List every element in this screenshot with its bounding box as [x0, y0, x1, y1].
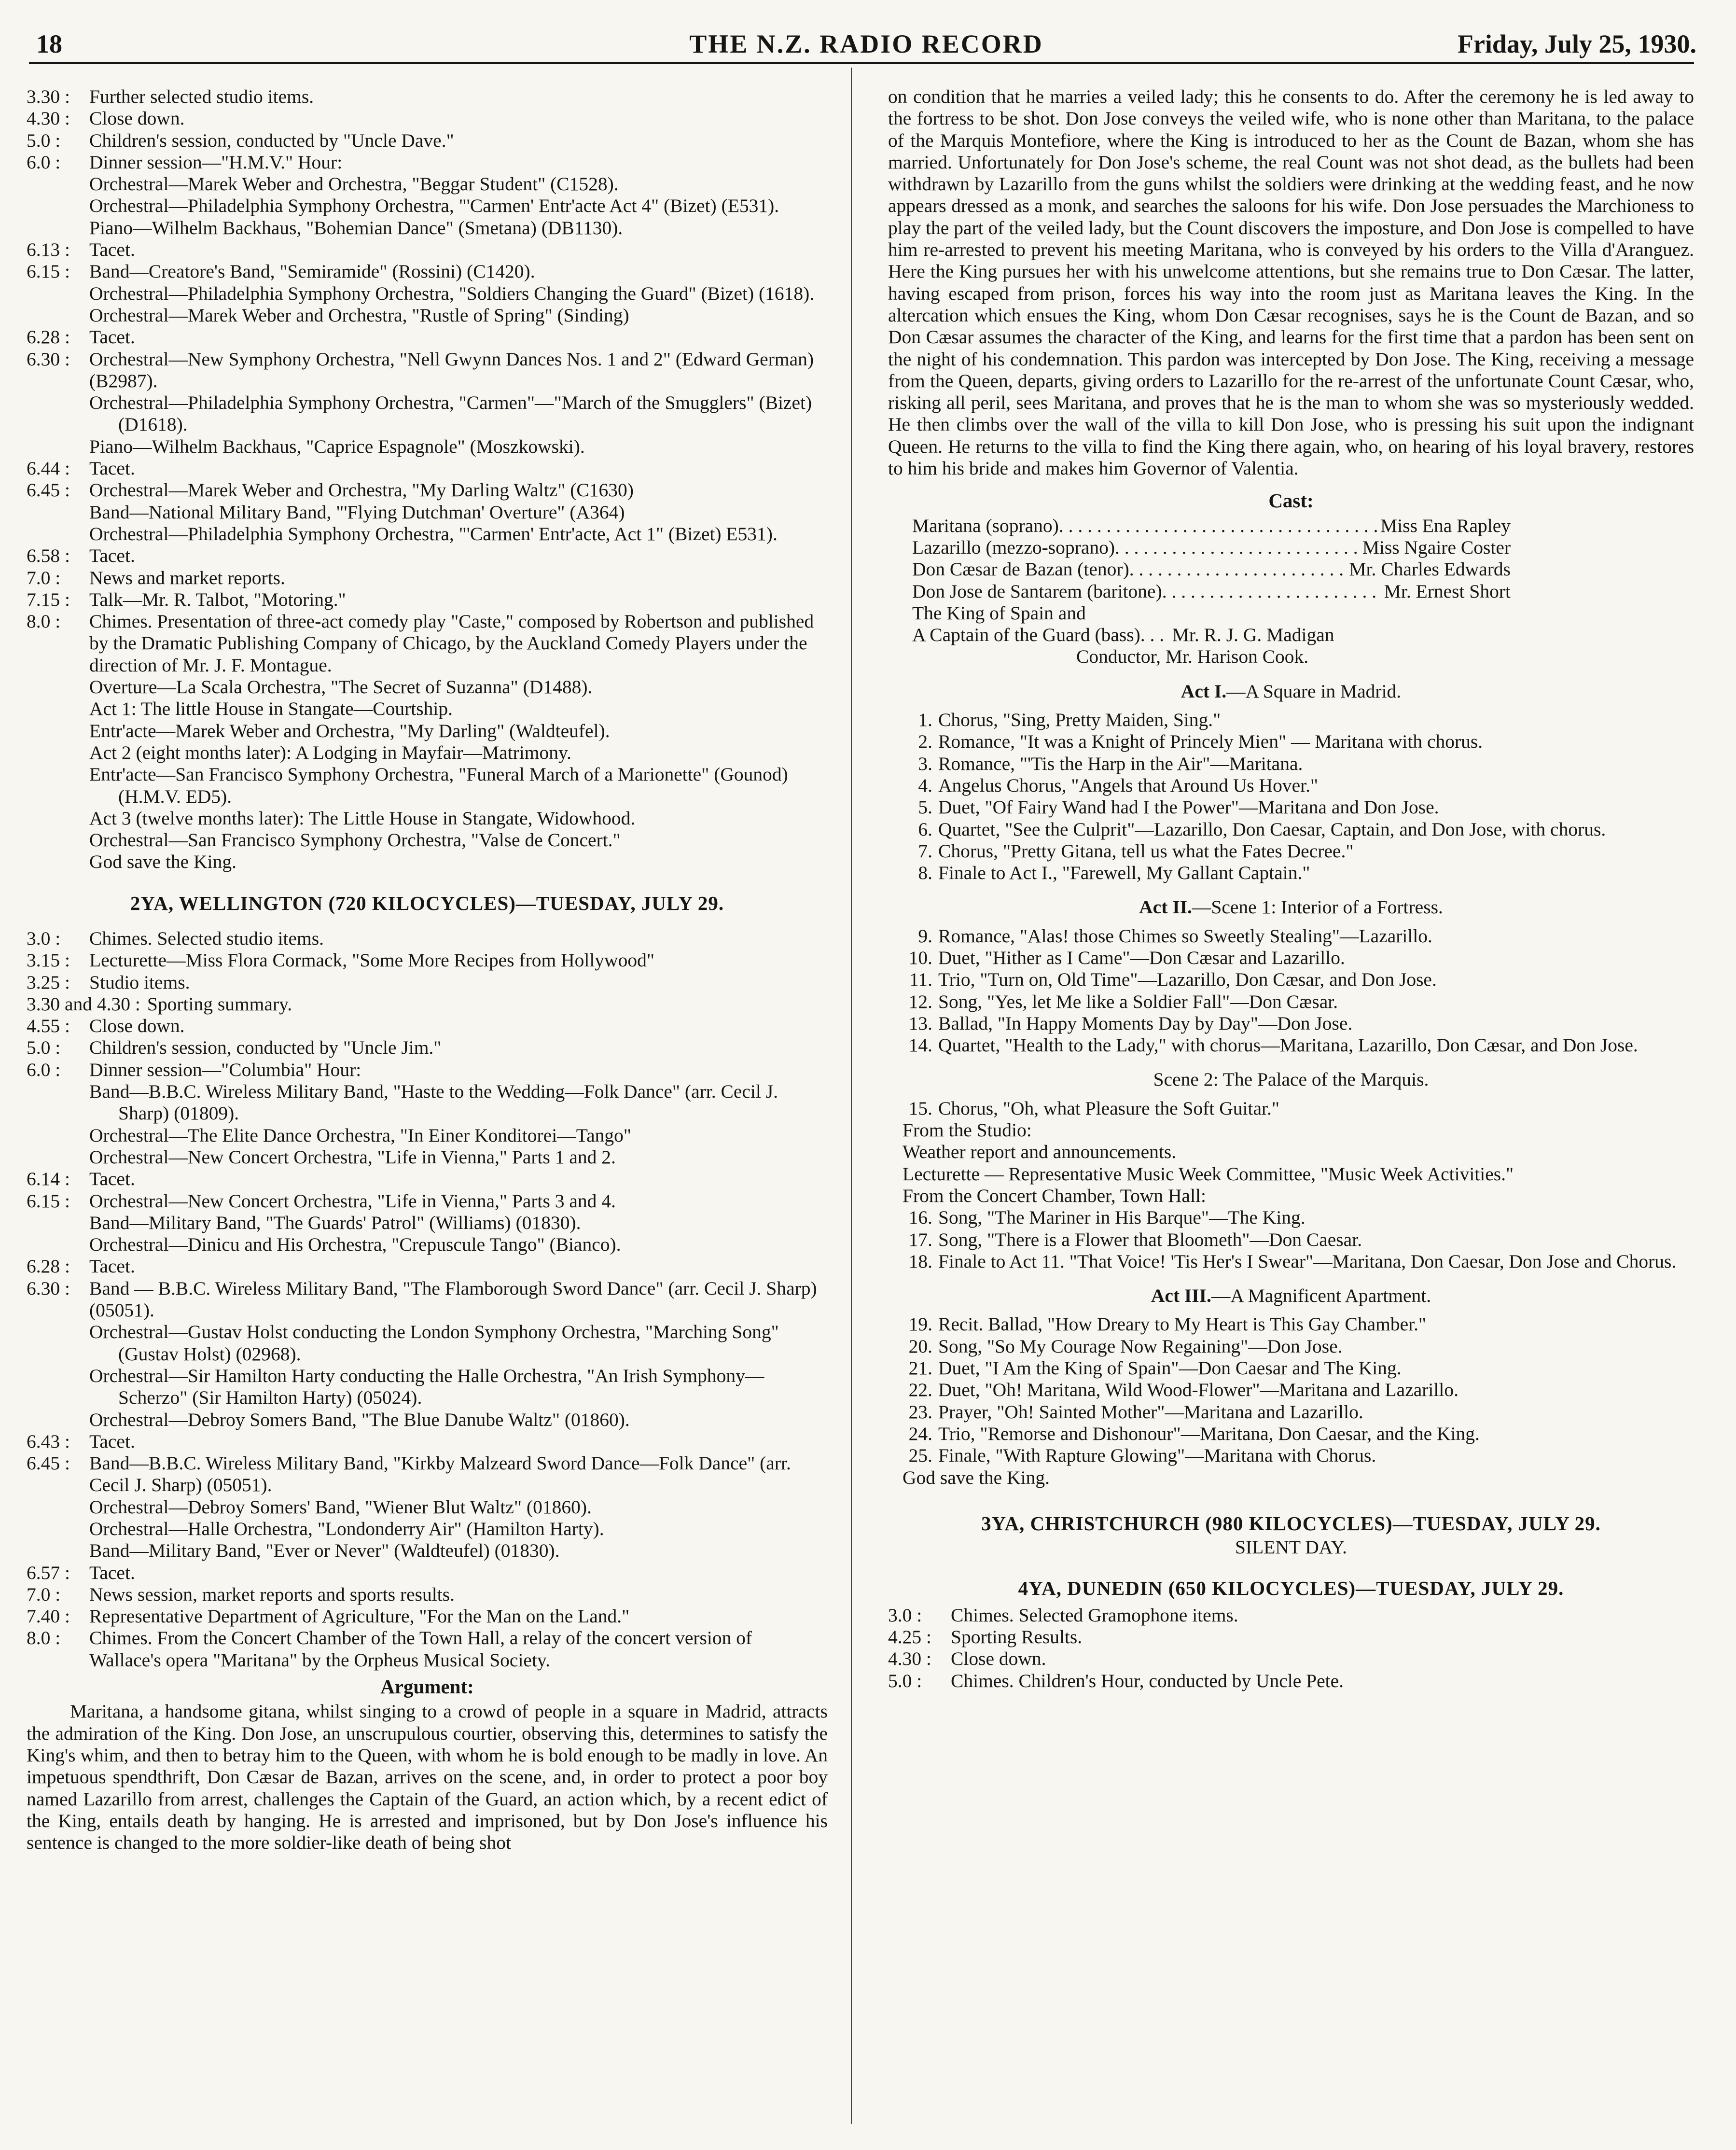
numbered-item — [888, 862, 1694, 884]
numbered-item — [888, 1229, 1694, 1251]
item-number: 24. — [908, 1423, 932, 1444]
cast-actor: Miss Ena Rapley — [1380, 515, 1511, 536]
schedule-description: Tacet. — [89, 239, 135, 261]
item-description: Duet, "I Am the King of Spain"—Don Caesar and The King. — [938, 1357, 1402, 1379]
masthead — [36, 25, 1696, 64]
item-number: 5. — [918, 796, 932, 818]
numbered-item — [888, 1098, 1694, 1119]
schedule-entry — [27, 1278, 828, 1322]
publication-title: THE N.Z. RADIO RECORD — [689, 29, 1043, 58]
schedule-description: Chimes. Selected Gramophone items. — [951, 1604, 1238, 1626]
cast-role: Don Cæsar de Bazan (tenor) — [912, 558, 1129, 580]
issue-date: Friday, July 25, 1930. — [1457, 29, 1696, 58]
schedule-subs-2 — [27, 283, 828, 327]
schedule-description: Band — B.B.C. Wireless Military Band, "The Flamborough Sword Dance" (arr. Cecil J. Sharp) (05051). — [89, 1277, 817, 1321]
cast-heading: Cast: — [1268, 489, 1314, 512]
act-1-heading — [888, 681, 1694, 702]
numbered-item — [888, 969, 1694, 991]
schedule-time: 5.0 : — [27, 129, 61, 151]
item-description: Quartet, "Health to the Lady," with chorus—Maritana, Lazarillo, Don Cæsar, and Don Jose. — [938, 1034, 1638, 1056]
right-column — [888, 86, 1694, 2133]
programme-item: Orchestral—Gustav Holst conducting the London Symphony Orchestra, "Marching Song" (Gustav Holst) (02968). — [89, 1321, 779, 1365]
numbered-item — [888, 775, 1694, 796]
programme-item: Orchestral—The Elite Dance Orchestra, "In Einer Konditorei—Tango" — [89, 1124, 631, 1146]
schedule-entry — [27, 1562, 828, 1584]
schedule-time: 5.0 : — [27, 1037, 61, 1059]
schedule-description: Band—B.B.C. Wireless Military Band, "Kirkby Malzeard Sword Dance—Folk Dance" (arr. Cecil J. Sharp) (05051). — [89, 1452, 791, 1496]
cast-actor: Mr. R. J. G. Madigan — [1172, 624, 1334, 646]
programme-item: Band—Military Band, "Ever or Never" (Waldteufel) (01830). — [89, 1540, 560, 1562]
argument-text: Maritana, a handsome gitana, whilst singing to a crowd of people in a square in Madrid, attracts the admiration of the King. Don Jose, an unscrupulous courtier, observing this, determines to satisfy the King's whim, and then to betray him to the Queen, with whom he is bold enough to be madly in love. An impetuous spendthrift, Don Cæsar de Bazan, arrives on the scene, and, in order to protect a poor boy named Lazarillo from arrest, challenges the Captain of the Guard, an action which, by a recent edict of the King, entails death by hanging. He is arrested and imprisoned, but by Don Jose's influence his sentence is changed to the more soldier-like death of being shot — [27, 1701, 828, 1854]
item-description: Chorus, "Oh, what Pleasure the Soft Guitar." — [938, 1097, 1279, 1119]
schedule-entry — [888, 1605, 1694, 1626]
item-description: Finale, "With Rapture Glowing"—Maritana with Chorus. — [938, 1445, 1376, 1466]
item-description: Song, "Yes, let Me like a Soldier Fall"—Don Cæsar. — [938, 991, 1338, 1012]
studio-line: From the Concert Chamber, Town Hall: — [903, 1185, 1207, 1206]
numbered-item — [888, 731, 1694, 753]
schedule-time: 3.25 : — [27, 971, 70, 993]
item-number: 19. — [908, 1313, 932, 1335]
schedule-description: Children's session, conducted by "Uncle Jim." — [89, 1037, 442, 1059]
schedule-block-5 — [27, 545, 828, 676]
programme-item: Orchestral—Debroy Somers Band, "The Blue Danube Waltz" (01860). — [89, 1409, 630, 1430]
wellington-block-3 — [27, 1256, 828, 1321]
item-description: Song, "So My Courage Now Regaining"—Don Jose. — [938, 1335, 1343, 1357]
schedule-time: 8.0 : — [27, 611, 61, 632]
schedule-description: Tacet. — [89, 1430, 135, 1452]
cast-actor: Mr. Charles Edwards — [1349, 558, 1511, 580]
schedule-entry — [27, 108, 828, 129]
cast-rows — [912, 515, 1511, 602]
act-label: Act III. — [1151, 1285, 1211, 1307]
schedule-time: 6.45 : — [27, 479, 70, 501]
cast-row-captain — [912, 624, 1694, 646]
schedule-description: Tacet. — [89, 458, 135, 479]
act-title: —A Square in Madrid. — [1226, 680, 1402, 702]
schedule-description: Tacet. — [89, 1168, 135, 1190]
schedule-entry — [27, 993, 828, 1015]
programme-item: Orchestral—Philadelphia Symphony Orchestra, "'Carmen' Entr'acte, Act 1" (Bizet) E531). — [89, 523, 778, 544]
numbered-item — [888, 1251, 1694, 1272]
schedule-time: 5.0 : — [888, 1670, 922, 1691]
numbered-item — [888, 1336, 1694, 1357]
cast-row — [912, 515, 1511, 537]
cast-row — [912, 558, 1511, 580]
schedule-entry — [27, 261, 828, 282]
numbered-item — [888, 1034, 1694, 1056]
schedule-description: Close down. — [89, 1015, 185, 1037]
item-description: Duet, "Of Fairy Wand had I the Power"—Maritana and Don Jose. — [938, 796, 1439, 818]
wellington-subs-1 — [27, 1081, 828, 1168]
act-title: —Scene 1: Interior of a Fortress. — [1192, 896, 1443, 918]
schedule-time: 6.13 : — [27, 239, 70, 261]
schedule-description: Talk—Mr. R. Talbot, "Motoring." — [89, 588, 346, 610]
schedule-description: Representative Department of Agriculture, "For the Man on the Land." — [89, 1606, 630, 1627]
schedule-description: News session, market reports and sports results. — [89, 1583, 455, 1605]
programme-item: Orchestral—Philadelphia Symphony Orchestra, "'Carmen' Entr'acte Act 4" (Bizet) (E531). — [89, 195, 779, 217]
schedule-entry — [27, 1452, 828, 1496]
act-title: —A Magnificent Apartment. — [1211, 1285, 1431, 1307]
schedule-description: Close down. — [951, 1648, 1046, 1670]
schedule-entry — [27, 239, 828, 261]
argument-heading: Argument: — [380, 1675, 474, 1698]
schedule-description: Lecturette—Miss Flora Cormack, "Some More Recipes from Hollywood" — [89, 949, 654, 971]
column-divider — [851, 68, 852, 2124]
schedule-time: 3.30 and 4.30 : — [27, 993, 140, 1015]
schedule-description: Orchestral—Marek Weber and Orchestra, "My Darling Waltz" (C1630) — [89, 479, 634, 501]
wellington-block-1 — [27, 928, 828, 1081]
item-description: Ballad, "In Happy Moments Day by Day"—Don Jose. — [938, 1012, 1353, 1034]
schedule-time: 3.0 : — [27, 927, 61, 949]
schedule-entry — [27, 1168, 828, 1190]
cast-role: Maritana (soprano) — [912, 515, 1059, 536]
cast-king-line: The King of Spain and — [912, 602, 1086, 624]
act-1-numbers — [888, 709, 1694, 884]
schedule-description: Further selected studio items. — [89, 86, 314, 107]
schedule-entry — [27, 1431, 828, 1452]
schedule-time: 4.25 : — [888, 1626, 931, 1647]
scene-2-numbers — [888, 1098, 1694, 1119]
schedule-time: 6.57 : — [27, 1562, 70, 1583]
schedule-description: Sporting Results. — [951, 1626, 1083, 1647]
schedule-time: 4.55 : — [27, 1015, 70, 1037]
cast-role: Lazarillo (mezzo-soprano) — [912, 536, 1115, 558]
schedule-description: Chimes. Presentation of three-act comedy play "Caste," composed by Robertson and published by the Dramatic Publishing Company of Chicago, by the Auckland Comedy Players under the direction of Mr. J. F. Montague. — [89, 611, 814, 676]
schedule-time: 7.40 : — [27, 1606, 70, 1627]
item-description: Duet, "Hither as I Came"—Don Cæsar and Lazarillo. — [938, 947, 1345, 968]
station-heading-4ya: 4YA, DUNEDIN (650 KILOCYCLES)—TUESDAY, JULY 29. — [1018, 1577, 1564, 1600]
schedule-time: 6.30 : — [27, 348, 70, 370]
schedule-description: Tacet. — [89, 1562, 135, 1583]
programme-item: Piano—Wilhelm Backhaus, "Caprice Espagnole" (Moszkowski). — [89, 435, 585, 457]
item-description: Duet, "Oh! Maritana, Wild Wood-Flower"—Maritana and Lazarillo. — [938, 1379, 1458, 1401]
schedule-description: Close down. — [89, 108, 185, 129]
studio-line: Lecturette — Representative Music Week Committee, "Music Week Activities." — [903, 1163, 1514, 1185]
schedule-entry — [888, 1626, 1694, 1648]
schedule-entry — [27, 1059, 828, 1081]
schedule-block-3 — [27, 326, 828, 392]
schedule-time: 6.28 : — [27, 326, 70, 348]
item-number: 20. — [908, 1335, 932, 1357]
schedule-description: Sporting summary. — [147, 993, 292, 1015]
leader-dots — [1115, 537, 1360, 558]
item-number: 2. — [918, 731, 932, 753]
numbered-item — [888, 925, 1694, 947]
schedule-entry — [27, 1190, 828, 1212]
schedule-entry — [27, 1256, 828, 1277]
programme-item: Act 3 (twelve months later): The Little House in Stangate, Widowhood. — [89, 807, 636, 829]
schedule-entry — [888, 1648, 1694, 1670]
programme-item: Band—National Military Band, "'Flying Dutchman' Overture" (A364) — [89, 501, 625, 523]
numbered-item — [888, 819, 1694, 840]
programme-item: Orchestral—Halle Orchestra, "Londonderry Air" (Hamilton Harty). — [89, 1518, 604, 1539]
leader-dots — [1140, 624, 1169, 646]
item-number: 22. — [908, 1379, 932, 1401]
item-description: Finale to Act 11. "That Voice! 'Tis Her's I Swear"—Maritana, Don Caesar, Don Jose and Chorus. — [938, 1250, 1677, 1272]
numbered-item — [888, 1207, 1694, 1229]
item-description: Recit. Ballad, "How Dreary to My Heart is This Gay Chamber." — [938, 1313, 1427, 1335]
schedule-time: 6.28 : — [27, 1256, 70, 1277]
wellington-subs-2 — [27, 1212, 828, 1256]
schedule-time: 6.15 : — [27, 261, 70, 282]
schedule-block-1 — [27, 86, 828, 173]
schedule-description: Dinner session—"Columbia" Hour: — [89, 1059, 361, 1080]
numbered-item — [888, 991, 1694, 1013]
programme-item: Piano—Wilhelm Backhaus, "Bohemian Dance" (Smetana) (DB1130). — [89, 217, 623, 238]
act-3-numbers — [888, 1313, 1694, 1466]
item-number: 10. — [908, 947, 932, 968]
schedule-time: 3.30 : — [27, 86, 70, 107]
item-description: Finale to Act I., "Farewell, My Gallant Captain." — [938, 862, 1310, 884]
item-description: Romance, "Alas! those Chimes so Sweetly Stealing"—Lazarillo. — [938, 925, 1432, 947]
leader-dots — [1162, 581, 1381, 602]
item-number: 8. — [918, 862, 932, 884]
item-number: 11. — [909, 969, 932, 991]
programme-item: Act 1: The little House in Stangate—Courtship. — [89, 698, 453, 720]
schedule-block-4 — [27, 458, 828, 502]
schedule-description: Orchestral—New Concert Orchestra, "Life in Vienna," Parts 3 and 4. — [89, 1190, 616, 1212]
item-number: 16. — [908, 1207, 932, 1229]
schedule-subs-3 — [27, 392, 828, 458]
schedule-entry — [27, 1037, 828, 1059]
act-2-heading — [888, 896, 1694, 918]
wellington-block-2 — [27, 1168, 828, 1212]
item-number: 4. — [918, 774, 932, 796]
schedule-time: 7.0 : — [27, 567, 61, 588]
schedule-entry — [27, 928, 828, 949]
item-number: 3. — [918, 753, 932, 774]
programme-item: Band—Military Band, "The Guards' Patrol" (Williams) (01830). — [89, 1212, 581, 1233]
studio-line: From the Studio: — [903, 1119, 1032, 1141]
programme-item: Orchestral—Marek Weber and Orchestra, "Beggar Student" (C1528). — [89, 173, 619, 195]
schedule-entry — [27, 86, 828, 108]
left-column — [27, 86, 828, 2133]
numbered-item — [888, 947, 1694, 969]
schedule-entry — [27, 972, 828, 993]
item-number: 17. — [908, 1229, 932, 1250]
schedule-description: Tacet. — [89, 326, 135, 348]
programme-item: Orchestral—Philadelphia Symphony Orchestra, "Soldiers Changing the Guard" (Bizet) (1618). — [89, 282, 815, 304]
item-number: 1. — [918, 709, 932, 731]
leader-dots — [1059, 515, 1377, 537]
item-description: Song, "The Mariner in His Barque"—The King. — [938, 1207, 1305, 1229]
numbered-item — [888, 1357, 1694, 1379]
programme-item: Orchestral—Dinicu and His Orchestra, "Crepuscule Tango" (Bianco). — [89, 1234, 621, 1256]
numbered-item — [888, 1313, 1694, 1335]
programme-item: Orchestral—New Concert Orchestra, "Life in Vienna," Parts 1 and 2. — [89, 1146, 616, 1168]
cast-role: Don Jose de Santarem (baritone) — [912, 580, 1162, 602]
schedule-subs-4 — [27, 502, 828, 545]
schedule-description: Tacet. — [89, 545, 135, 567]
studio-line: Weather report and announcements. — [903, 1141, 1177, 1163]
schedule-time: 8.0 : — [27, 1627, 61, 1649]
studio-lines — [888, 1119, 1694, 1207]
numbered-item — [888, 1013, 1694, 1034]
schedule-entry — [27, 349, 828, 392]
cast-actor: Mr. Ernest Short — [1384, 580, 1511, 602]
schedule-time: 3.15 : — [27, 949, 70, 971]
schedule-time: 4.30 : — [888, 1648, 931, 1670]
wellington-subs-3 — [27, 1321, 828, 1430]
numbered-item — [888, 753, 1694, 775]
item-description: Prayer, "Oh! Sainted Mother"—Maritana and Lazarillo. — [938, 1401, 1363, 1423]
schedule-time: 6.14 : — [27, 1168, 70, 1190]
item-number: 6. — [918, 818, 932, 840]
item-description: Romance, "It was a Knight of Princely Mien" — Maritana with chorus. — [938, 731, 1483, 753]
item-description: Trio, "Turn on, Old Time"—Lazarillo, Don Cæsar, and Don Jose. — [938, 969, 1437, 991]
masthead-rule — [29, 62, 1694, 64]
schedule-subs-1 — [27, 173, 828, 239]
wellington-subs-4 — [27, 1496, 828, 1562]
cast-actor: Miss Ngaire Coster — [1362, 536, 1511, 558]
schedule-description: Dinner session—"H.M.V." Hour: — [89, 151, 343, 173]
argument-continued: on condition that he marries a veiled lady; this he consents to do. After the ceremony he is led away to the fortress to be shot. Don Jose conveys the veiled wife, who is none other than Maritana, to the palace of the Marquis Montefiore, where the King is introduced to her as the Count de Bazan, whom she has married. Unfortunately for Don Jose's scheme, the real Count was not shot dead, as the bullets had been withdrawn by Lazarillo from the guns whilst the soldiers were drinking at the wedding feast, and he now appears dressed as a monk, and searches the saloons for his wife. Don Jose persuades the Marchioness to play the part of the veiled lady, but the Count discovers the imposture, and Don Jose is compelled to have him re-arrested to prevent his meeting Maritana, who is conveyed by his orders to the Villa d'Aranguez. Here the King pursues her with his unwelcome attentions, but she remains true to Don Cæsar. The latter, having escaped from prison, forces his way into the room just as Maritana leaves the King. In the altercation which ensues the King, whom Don Cæsar recognises, says he is the Count de Bazan, and so Don Cæsar assumes the character of the King, and learns for the first time that a pardon has been sent on the night of his condemnation. This pardon was intercepted by Don Jose. The King, receiving a message from the Queen, departs, giving orders to Lazarillo for the re-arrest of the unfortunate Count Cæsar, who, risking all peril, sees Maritana, and proves that he is the man to whom she was so mysteriously wedded. He then climbs over the wall of the villa to kill Don Jose, who is pressing his suit upon the indignant Queen. He returns to the villa to find the King there again, who, on hearing of his loyal bravery, restores to him his bride and makes him Governor of Valentia. — [888, 86, 1694, 479]
numbered-item — [888, 1445, 1694, 1466]
schedule-description: Chimes. Selected studio items. — [89, 927, 324, 949]
schedule-description: Orchestral—New Symphony Orchestra, "Nell Gwynn Dances Nos. 1 and 2" (Edward German) (B2987). — [89, 348, 814, 391]
item-description: Song, "There is a Flower that Bloometh"—Don Caesar. — [938, 1229, 1362, 1250]
god-save-the-king: God save the King. — [903, 1466, 1050, 1488]
schedule-description: Chimes. Children's Hour, conducted by Uncle Pete. — [951, 1670, 1344, 1691]
dunedin-block — [888, 1605, 1694, 1692]
cast-row — [912, 537, 1511, 558]
schedule-entry — [27, 567, 828, 589]
schedule-time: 6.43 : — [27, 1430, 70, 1452]
item-description: Chorus, "Pretty Gitana, tell us what the Fates Decree." — [938, 840, 1354, 862]
item-number: 25. — [908, 1445, 932, 1466]
schedule-time: 6.15 : — [27, 1190, 70, 1212]
conductor-line: Conductor, Mr. Harison Cook. — [1076, 646, 1309, 668]
schedule-entry — [27, 589, 828, 611]
item-number: 12. — [908, 991, 932, 1012]
programme-item: Orchestral—San Francisco Symphony Orchestra, "Valse de Concert." — [89, 829, 621, 851]
item-description: Angelus Chorus, "Angels that Around Us Hover." — [938, 774, 1319, 796]
schedule-entry — [27, 479, 828, 501]
act-label: Act I. — [1180, 680, 1227, 702]
programme-item: Orchestral—Marek Weber and Orchestra, "Rustle of Spring" (Sinding) — [89, 304, 629, 326]
act-label: Act II. — [1139, 896, 1192, 918]
item-description: Romance, "'Tis the Harp in the Air"—Maritana. — [938, 753, 1303, 774]
item-number: 15. — [908, 1097, 932, 1119]
schedule-entry — [27, 326, 828, 348]
schedule-time: 6.45 : — [27, 1452, 70, 1474]
item-number: 18. — [908, 1250, 932, 1272]
schedule-description: Tacet. — [89, 1256, 135, 1277]
schedule-description: News and market reports. — [89, 567, 285, 588]
programme-item: God save the King. — [89, 851, 236, 873]
schedule-block-2 — [27, 239, 828, 283]
wellington-block-4 — [27, 1431, 828, 1496]
schedule-time: 6.44 : — [27, 458, 70, 479]
numbered-item — [888, 796, 1694, 818]
item-number: 9. — [918, 925, 932, 947]
item-number: 13. — [908, 1012, 932, 1034]
scene-2b-numbers — [888, 1207, 1694, 1272]
programme-item: Orchestral—Sir Hamilton Harty conducting the Halle Orchestra, "An Irish Symphony—Scherzo" (Sir Hamilton Harty) (05024). — [89, 1365, 764, 1409]
schedule-description: Children's session, conducted by "Uncle Dave." — [89, 129, 454, 151]
station-heading-2ya: 2YA, WELLINGTON (720 KILOCYCLES)—TUESDAY, JULY 29. — [130, 892, 724, 914]
programme-item: Act 2 (eight months later): A Lodging in Mayfair—Matrimony. — [89, 741, 572, 763]
schedule-description: Chimes. From the Concert Chamber of the Town Hall, a relay of the concert version of Wallace's opera "Maritana" by the Orpheus Musical Society. — [89, 1627, 752, 1671]
schedule-time: 7.15 : — [27, 588, 70, 610]
item-number: 14. — [908, 1034, 932, 1056]
schedule-entry — [27, 949, 828, 971]
schedule-entry — [27, 611, 828, 676]
numbered-item — [888, 709, 1694, 731]
cast-role: A Captain of the Guard (bass) — [912, 624, 1140, 646]
schedule-entry — [27, 458, 828, 479]
numbered-item — [888, 840, 1694, 862]
programme-item: Orchestral—Debroy Somers' Band, "Wiener Blut Waltz" (01860). — [89, 1496, 592, 1518]
numbered-item — [888, 1401, 1694, 1423]
schedule-time: 6.0 : — [27, 1059, 61, 1080]
schedule-time: 7.0 : — [27, 1583, 61, 1605]
numbered-item — [888, 1379, 1694, 1401]
act-3-heading — [888, 1285, 1694, 1307]
leader-dots — [1129, 558, 1347, 580]
schedule-time: 6.58 : — [27, 545, 70, 567]
item-number: 21. — [908, 1357, 932, 1379]
schedule-entry — [27, 545, 828, 567]
scene-2-heading: Scene 2: The Palace of the Marquis. — [1153, 1069, 1429, 1090]
schedule-description: Band—Creatore's Band, "Semiramide" (Rossini) (C1420). — [89, 261, 535, 282]
item-number: 7. — [918, 840, 932, 862]
schedule-time: 6.30 : — [27, 1277, 70, 1299]
item-description: Quartet, "See the Culprit"—Lazarillo, Don Caesar, Captain, and Don Jose, with chorus. — [938, 818, 1606, 840]
schedule-entry — [27, 1627, 828, 1671]
item-number: 23. — [908, 1401, 932, 1423]
schedule-time: 6.0 : — [27, 151, 61, 173]
page-number: 18 — [36, 29, 62, 58]
programme-item: Overture—La Scala Orchestra, "The Secret of Suzanna" (D1488). — [89, 676, 593, 698]
cast-list — [888, 515, 1694, 668]
numbered-item — [888, 1423, 1694, 1445]
item-description: Trio, "Remorse and Dishonour"—Maritana, Don Caesar, and the King. — [938, 1423, 1480, 1444]
schedule-entry — [888, 1670, 1694, 1692]
schedule-description: Studio items. — [89, 971, 190, 993]
schedule-subs-5 — [27, 676, 828, 873]
wellington-block-5 — [27, 1562, 828, 1671]
schedule-entry — [27, 152, 828, 173]
schedule-entry — [27, 130, 828, 152]
item-description: Chorus, "Sing, Pretty Maiden, Sing." — [938, 709, 1221, 731]
schedule-entry — [27, 1015, 828, 1037]
silent-day: SILENT DAY. — [1235, 1536, 1347, 1558]
schedule-time: 3.0 : — [888, 1604, 922, 1626]
schedule-entry — [27, 1606, 828, 1627]
act-2-numbers — [888, 925, 1694, 1057]
programme-item: Entr'acte—San Francisco Symphony Orchestra, "Funeral March of a Marionette" (Gounod) (H.M.V. ED5). — [89, 764, 788, 807]
programme-item: Orchestral—Philadelphia Symphony Orchestra, "Carmen"—"March of the Smugglers" (Bizet) (D1618). — [89, 392, 812, 435]
station-heading-3ya: 3YA, CHRISTCHURCH (980 KILOCYCLES)—TUESDAY, JULY 29. — [981, 1512, 1601, 1535]
programme-item: Band—B.B.C. Wireless Military Band, "Haste to the Wedding—Folk Dance" (arr. Cecil J. Sharp) (01809). — [89, 1081, 778, 1124]
schedule-time: 4.30 : — [27, 108, 70, 129]
schedule-entry — [27, 1584, 828, 1606]
cast-row — [912, 581, 1511, 602]
programme-item: Entr'acte—Marek Weber and Orchestra, "My Darling" (Waldteufel). — [89, 720, 610, 741]
